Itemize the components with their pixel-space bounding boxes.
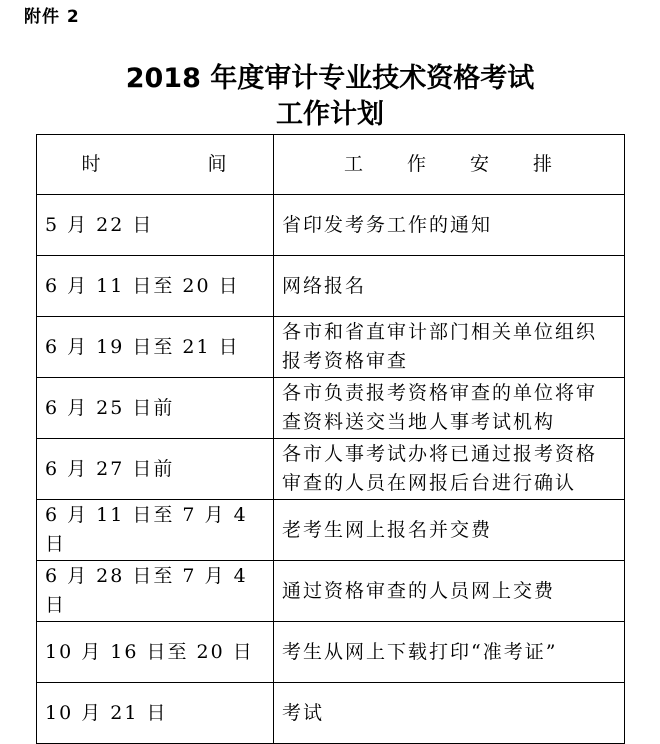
document-title: 2018 年度审计专业技术资格考试	[125, 63, 535, 94]
time-cell: 6 月 11 日至 7 月 4 日	[37, 500, 274, 561]
task-cell: 各市负责报考资格审查的单位将审查资料送交当地人事考试机构	[274, 378, 625, 439]
task-cell: 考生从网上下载打印“准考证”	[274, 622, 625, 683]
time-cell: 6 月 19 日至 21 日	[37, 317, 274, 378]
task-cell: 考试	[274, 683, 625, 744]
schedule-table	[36, 134, 625, 744]
time-cell: 10 月 21 日	[37, 683, 274, 744]
table-row	[37, 439, 625, 500]
table-row	[37, 561, 625, 622]
time-cell: 6 月 25 日前	[37, 378, 274, 439]
table-header-row	[37, 135, 625, 195]
table-row	[37, 378, 625, 439]
table-row	[37, 683, 625, 744]
time-cell: 5 月 22 日	[37, 195, 274, 256]
table-row	[37, 500, 625, 561]
time-cell: 6 月 28 日至 7 月 4 日	[37, 561, 274, 622]
document-subtitle: 工作计划	[276, 99, 384, 130]
task-cell: 通过资格审查的人员网上交费	[274, 561, 625, 622]
time-cell: 10 月 16 日至 20 日	[37, 622, 274, 683]
time-cell: 6 月 11 日至 20 日	[37, 256, 274, 317]
task-cell: 老考生网上报名并交费	[274, 500, 625, 561]
task-cell: 各市和省直审计部门相关单位组织报考资格审查	[274, 317, 625, 378]
table-row	[37, 195, 625, 256]
task-cell: 各市人事考试办将已通过报考资格审查的人员在网报后台进行确认	[274, 439, 625, 500]
time-cell: 6 月 27 日前	[37, 439, 274, 500]
table-row	[37, 256, 625, 317]
task-cell: 网络报名	[274, 256, 625, 317]
column-header-work: 工 作 安 排	[274, 135, 625, 195]
table-row	[37, 622, 625, 683]
task-cell: 省印发考务工作的通知	[274, 195, 625, 256]
table-row	[37, 317, 625, 378]
attachment-label: 附件 2	[24, 7, 80, 27]
column-header-time: 时 间	[37, 135, 274, 195]
